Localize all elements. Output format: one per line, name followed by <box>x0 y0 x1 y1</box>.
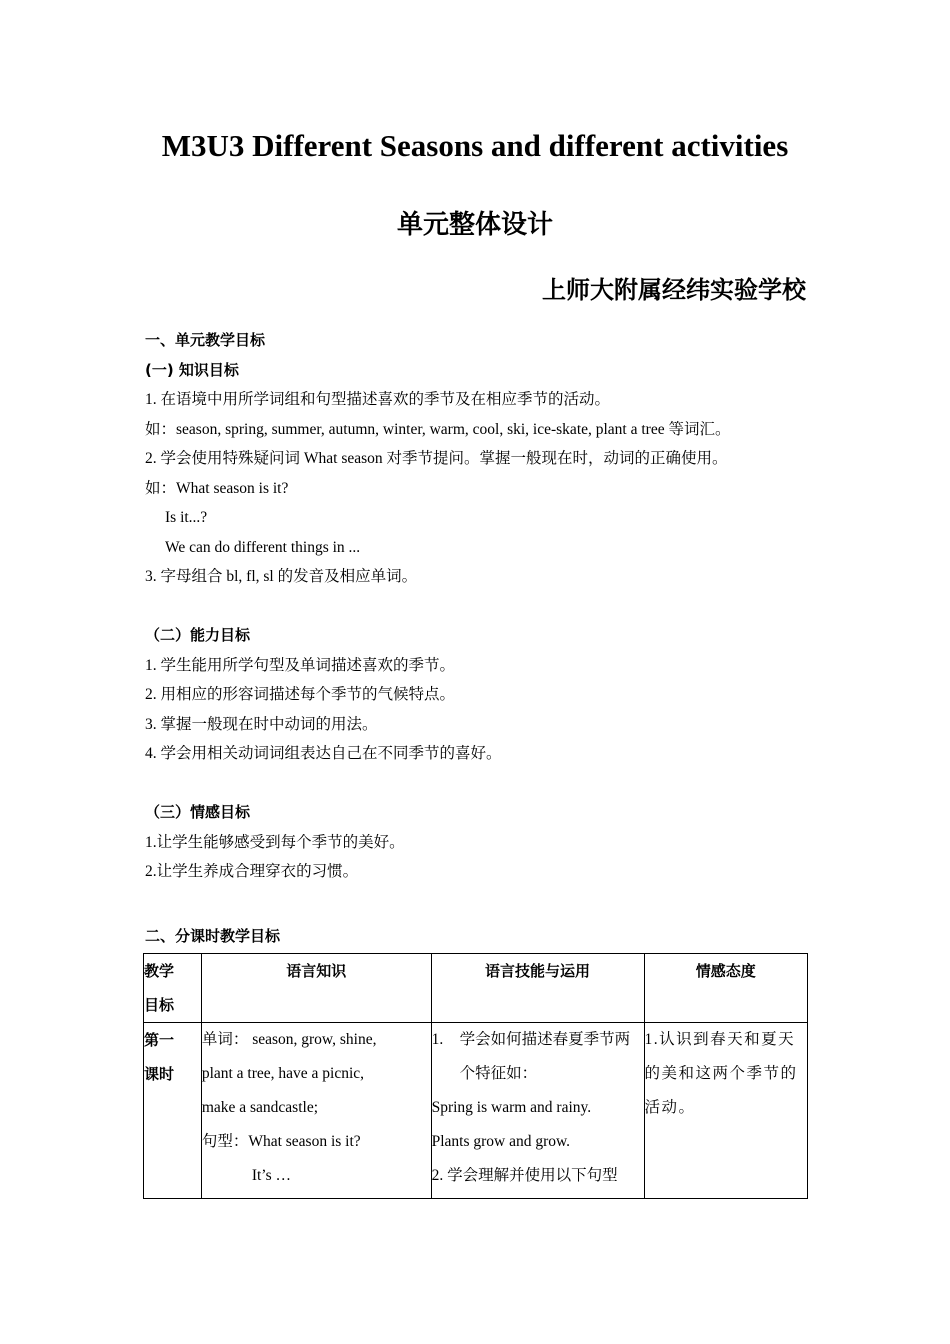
knowledge-line: 如：What season is it? <box>145 479 289 497</box>
knowledge-example: We can do different things in ... <box>165 538 361 556</box>
attitude-cell: 1.认识到春天和夏天的美和这两个季节的活动。 <box>644 1023 807 1199</box>
unit-objectives <box>145 326 810 951</box>
table-header-row <box>144 954 808 1023</box>
subsection-heading-emotion: （三）情感目标 <box>145 803 251 821</box>
ability-line: 3. 掌握一般现在时中动词的用法。 <box>145 715 378 733</box>
header-cell: 语言知识 <box>201 954 431 1023</box>
header-cell: 情感态度 <box>644 954 807 1023</box>
ability-line: 2. 用相应的形容词描述每个季节的气候特点。 <box>145 686 456 703</box>
knowledge-line: 如：season, spring, summer, autumn, winter, warm, cool, ski, ice-skate, plant a tree 等词汇。 <box>145 420 731 438</box>
lesson-objectives-table <box>143 953 808 1199</box>
header-cell: 教学 目标 <box>144 954 202 1023</box>
knowledge-line: 1. 在语境中用所学词组和句型描述喜欢的季节及在相应季节的活动。 <box>145 391 611 408</box>
school-name: 上师大附属经纬实验学校 <box>542 276 806 304</box>
table-row <box>144 1023 808 1199</box>
knowledge-line: 2. 学会使用特殊疑问词 What season 对季节提问。掌握一般现在时，动词的正确使用。 <box>145 450 728 467</box>
emotion-line: 2.让学生养成合理穿衣的习惯。 <box>145 863 359 880</box>
skills-cell: 1. 学会如何描述春夏季节两 个特征如： Spring is warm and rainy. Plants grow and grow. 2. 学会理解并使用以下句型 <box>431 1023 644 1199</box>
row-label-cell: 第一 课时 <box>144 1023 202 1199</box>
ability-line: 1. 学生能用所学句型及单词描述喜欢的季节。 <box>145 656 456 674</box>
knowledge-line: 3. 字母组合 bl, fl, sl 的发音及相应单词。 <box>145 568 418 585</box>
header-cell: 语言技能与运用 <box>431 954 644 1023</box>
document-title: M3U3 Different Seasons and different activities <box>161 128 789 163</box>
knowledge-example: Is it...? <box>165 509 208 526</box>
section-heading: 二、分课时教学目标 <box>145 926 281 945</box>
document-subtitle: 单元整体设计 <box>396 210 553 240</box>
ability-line: 4. 学会用相关动词词组表达自己在不同季节的喜好。 <box>145 745 502 762</box>
language-knowledge-cell: 单词： season, grow, shine, plant a tree, have a picnic, make a sandcastle; 句型：What season is it? It’s … <box>201 1023 431 1199</box>
subsection-heading-ability: （二）能力目标 <box>145 626 251 644</box>
subsection-heading-knowledge: (一) 知识目标 <box>145 360 239 379</box>
emotion-line: 1.让学生能够感受到每个季节的美好。 <box>145 833 405 851</box>
section-heading: 一、单元教学目标 <box>145 331 266 349</box>
